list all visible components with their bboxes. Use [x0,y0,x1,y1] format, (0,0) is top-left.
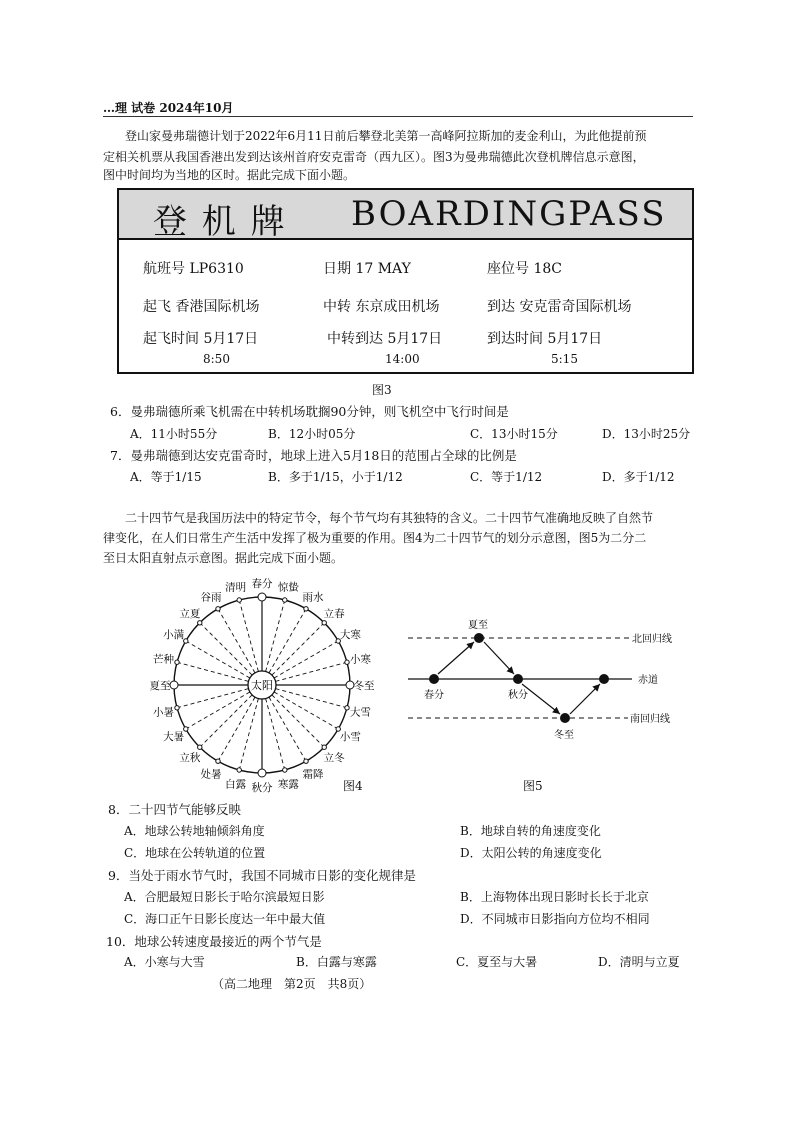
figure-4-diagram [150,575,390,795]
summer-solstice-label: 夏至 [468,620,488,631]
spoke-6 [276,662,347,681]
term-node-14 [237,768,241,772]
winter-solstice-label: 冬至 [554,730,574,741]
term-label-16: 立秋 [179,752,201,765]
q7-option-d[interactable]: D．多于1/12 [602,470,675,484]
term-label-6: 小寒 [350,653,372,666]
question-8-stem: 8．二十四节气能够反映 [108,802,241,817]
tropic-n-label: 北回归线 [632,634,672,645]
boarding-pass-figure [117,188,694,374]
term-node-20 [175,660,179,664]
q6-option-d[interactable]: D．13小时25分 [602,427,691,441]
spoke-4 [272,623,324,675]
term-label-9: 小雪 [339,731,361,743]
term-label-22: 立夏 [179,607,201,620]
figure-5-label: 图5 [523,779,543,793]
term-label-19: 夏至 [150,680,171,692]
term-node-12 [283,768,287,772]
term-label-15: 处暑 [200,768,222,781]
term-label-18: 小暑 [152,706,174,719]
spoke-22 [200,623,252,675]
sun-point-autumn [513,674,523,684]
q8-option-b[interactable]: B．地球自转的角速度变化 [460,824,601,838]
spoke-24 [239,600,258,671]
sun-point-summer [474,633,484,643]
boarding-pass-title-en: BOARDINGPASS [351,194,667,234]
term-label-14: 白露 [225,778,247,791]
term-node-2 [283,598,287,602]
q8-option-c[interactable]: C．地球在公转轨道的位置 [124,846,266,860]
spoke-2 [266,600,285,671]
term-node-19 [170,681,178,689]
term-label-13: 秋分 [251,782,273,794]
sun-point-winter [560,713,570,723]
q8-option-a[interactable]: A．地球公转地轴倾斜角度 [124,824,265,838]
passage-1-line-3: 图中时间均为当地的区时。据此完成下面小题。 [103,168,356,182]
term-label-2: 惊蛰 [277,581,299,594]
destination-airport: 到达 安克雷奇国际机场 [487,299,632,315]
q7-option-b[interactable]: B．多于1/15，小于1/12 [268,470,403,484]
boarding-pass-header [119,190,692,240]
arrival-label: 到达时间 5月17日 [487,331,603,347]
passage-2-line-3: 至日太阳直射点示意图。据此完成下面小题。 [103,551,344,565]
term-label-7: 冬至 [353,680,375,692]
page-footer: （高二地理 第2页 共8页） [212,977,372,991]
term-label-4: 立春 [323,607,345,620]
term-label-8: 大雪 [350,706,372,719]
term-node-15 [216,759,220,763]
tropic-s-label: 南回归线 [630,714,670,725]
autumn-equinox-label: 秋分 [508,690,528,701]
q10-option-b[interactable]: B．白露与寒露 [296,955,377,969]
transit-time: 14:00 [385,352,420,366]
departure-label: 起飞时间 5月17日 [143,331,259,347]
term-node-8 [345,706,349,710]
passage-1-line-1: 登山家曼弗瑞德计划于2022年6月11日前后攀登北美第一高峰阿拉斯加的麦金利山，为此他提前预 [125,129,647,143]
passage-2-line-2: 律变化，在人们日常生产生活中发挥了极为重要的作用。图4为二十四节气的划分示意图，图5为二分二 [103,531,647,545]
header-divider [103,116,693,117]
spoke-8 [276,689,347,708]
q9-option-c[interactable]: C．海口正午日影长度达一年中最大值 [124,912,326,926]
term-label-10: 立冬 [323,752,345,765]
q6-option-c[interactable]: C．13小时15分 [470,427,558,441]
q9-option-a[interactable]: A．合肥最短日影长于哈尔滨最短日影 [124,890,325,904]
sun-point-spring-next [599,674,609,684]
q6-option-a[interactable]: A．11小时55分 [130,427,218,441]
q10-option-d[interactable]: D．清明与立夏 [598,955,680,969]
term-node-10 [322,745,326,749]
q9-option-d[interactable]: D．不同城市日影指向方位均不相同 [460,912,650,926]
departure-time: 8:50 [203,352,230,366]
term-label-5: 大寒 [339,629,361,641]
flight-number: 航班号 LP6310 [143,261,244,277]
path-spring-to-summer [438,642,474,674]
term-label-17: 大暑 [163,731,185,743]
question-7-stem: 7．曼弗瑞德到达安克雷奇时，地球上进入5月18日的范围占全球的比例是 [110,448,517,463]
q9-option-b[interactable]: B．上海物体出现日影时长长于北京 [460,890,649,904]
term-node-13 [258,769,266,777]
term-node-23 [216,607,220,611]
term-label-11: 霜降 [302,768,324,781]
transit-arrival-label: 中转到达 5月17日 [327,331,443,347]
flight-date: 日期 17 MAY [323,261,411,277]
spoke-14 [239,699,258,770]
path-summer-to-autumn [484,642,514,674]
path-winter-to-spring [570,684,600,714]
term-node-17 [184,727,188,731]
seat-number: 座位号 18C [487,261,562,277]
q10-option-a[interactable]: A．小寒与大雪 [124,955,205,969]
term-node-21 [184,639,188,643]
term-node-11 [304,759,308,763]
term-node-6 [345,660,349,664]
equator-label: 赤道 [638,675,658,686]
exam-header: …理 试卷 2024年10月 [103,101,234,115]
passage-2-line-1: 二十四节气是我国历法中的特定节令，每个节气均有其独特的含义。二十四节气准确地反映了自然节 [125,511,654,525]
term-label-1: 春分 [251,578,273,590]
term-label-20: 芒种 [152,653,174,666]
term-node-18 [175,706,179,710]
spoke-20 [177,662,248,681]
term-node-24 [237,598,241,602]
boarding-pass-title-cn: 登 机 牌 [153,202,287,242]
term-node-1 [258,593,266,601]
arrival-time: 5:15 [551,352,578,366]
q6-option-b[interactable]: B．12小时05分 [268,427,356,441]
sun-point-spring [429,674,439,684]
question-9-stem: 9．当处于雨水节气时，我国不同城市日影的变化规律是 [108,868,416,883]
figure-5-diagram [400,612,690,767]
spoke-16 [200,695,252,747]
q10-option-c[interactable]: C．夏至与大暑 [456,955,538,969]
spoke-10 [272,695,324,747]
figure-3-label: 图3 [372,383,392,397]
spring-equinox-label: 春分 [424,690,444,701]
figure-4-label: 图4 [343,779,363,793]
term-label-24: 清明 [225,581,247,594]
spoke-12 [266,699,285,770]
term-label-23: 谷雨 [200,591,222,604]
q8-option-d[interactable]: D．太阳公转的角速度变化 [460,846,602,860]
q7-option-a[interactable]: A．等于1/15 [130,470,202,484]
term-node-22 [198,621,202,625]
term-node-4 [322,621,326,625]
q7-option-c[interactable]: C．等于1/12 [470,470,543,484]
term-label-12: 寒露 [277,778,299,791]
origin-airport: 起飞 香港国际机场 [143,299,260,315]
question-10-stem: 10．地球公转速度最接近的两个节气是 [106,934,322,949]
term-node-3 [304,607,308,611]
sun-label: 太阳 [251,679,273,692]
transit-airport: 中转 东京成田机场 [323,299,440,315]
term-label-3: 雨水 [302,591,324,604]
term-label-21: 小满 [163,629,185,641]
passage-1-line-2: 定相关机票从我国香港出发到达该州首府安克雷奇（西九区）。图3为曼弗瑞德此次登机牌信息示意图， [103,150,645,164]
term-node-16 [198,745,202,749]
spoke-18 [177,689,248,708]
question-6-stem: 6．曼弗瑞德所乘飞机需在中转机场耽搁90分钟，则飞机空中飞行时间是 [110,404,509,419]
